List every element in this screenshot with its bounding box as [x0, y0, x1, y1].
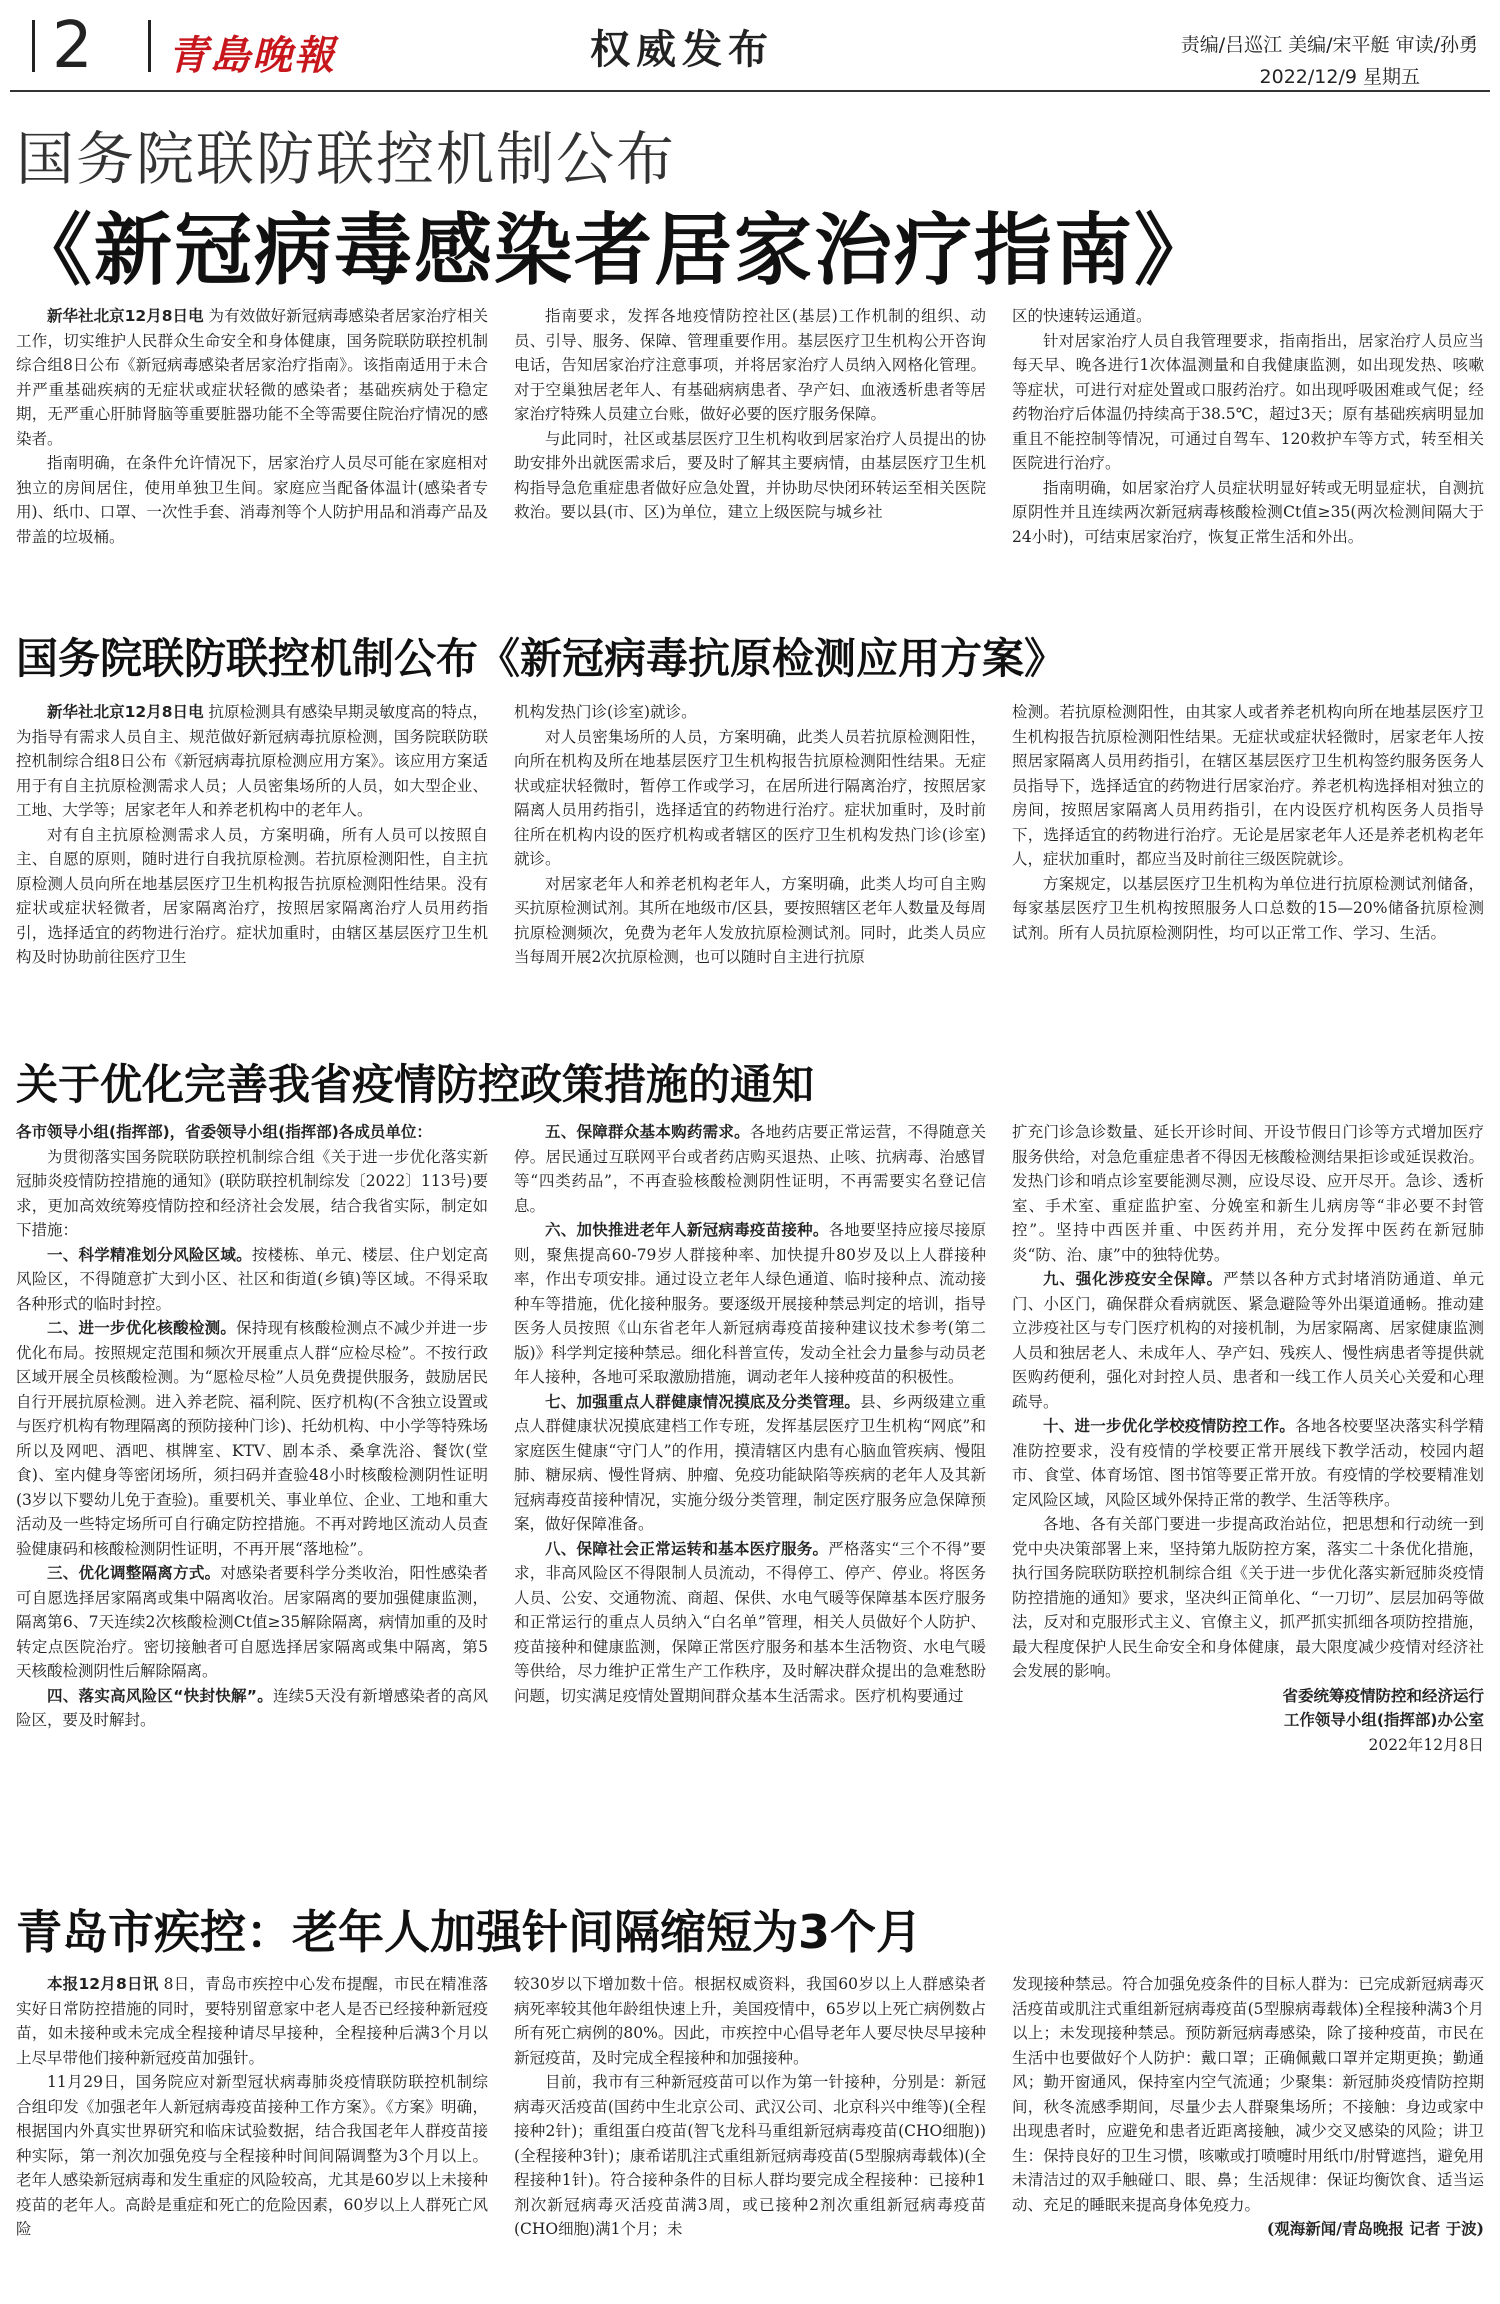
paragraph-text: 为贯彻落实国务院联防联控机制综合组《关于进一步优化落实新冠肺炎疫情防控措施的通知》(联防联控机制综发〔2022〕113号)要求，更加高效统筹疫情防控和经济社会发展，结合我省实际，制定如下措施：	[16, 1147, 488, 1239]
article4-title: 青岛市疾控：老年人加强针间隔缩短为3个月	[16, 1905, 923, 1959]
article4-column	[16, 1972, 488, 2298]
paragraph	[514, 1390, 986, 1537]
paragraph	[16, 1145, 488, 1243]
article2-title: 国务院联防联控机制公布《新冠病毒抗原检测应用方案》	[16, 634, 1067, 683]
paragraph	[1012, 476, 1484, 550]
article3-title: 关于优化完善我省疫情防控政策措施的通知	[16, 1060, 815, 1109]
subheading: 五、保障群众基本购药需求。	[545, 1123, 750, 1141]
paragraph	[1012, 1414, 1484, 1512]
masthead-divider	[148, 20, 151, 72]
article3-column	[1012, 1120, 1484, 1880]
issue-date: 2022/12/9 星期五	[1259, 66, 1420, 88]
article4-column	[1012, 1972, 1484, 2298]
article3-column	[16, 1120, 488, 1880]
paragraph-text: 县、乡两级建立重点人群健康状况摸底建档工作专班，发挥基层医疗卫生机构“网底”和家庭医生健康“守门人”的作用，摸清辖区内患有心脑血管疾病、慢阻肺、糖尿病、慢性肾病、肿瘤、免疫功能缺陷等疾病的老年人及其新冠病毒疫苗接种情况，实施分级分类管理，制定医疗服务应急保障预案，做好保障准备。	[514, 1392, 986, 1533]
paragraph	[16, 823, 488, 970]
paragraph-text: 8日，青岛市疾控中心发布提醒，市民在精准落实好日常防控措施的同时，要特别留意家中老人是否已经接种新冠疫苗，如未接种或未完成全程接种请尽早接种，全程接种后满3个月以上尽早带他们接种新冠疫苗加强针。	[16, 1975, 488, 2067]
paragraph	[16, 1316, 488, 1561]
article2-column	[514, 700, 986, 1030]
subheading: 二、进一步优化核酸检测。	[47, 1319, 237, 1337]
paragraph	[514, 1120, 986, 1218]
paragraph-text: 针对居家治疗人员自我管理要求，指南指出，居家治疗人员应当每天早、晚各进行1次体温测量和自我健康监测，如出现发热、咳嗽等症状，可进行对症处置或口服药治疗。如出现呼吸困难或气促；经药物治疗后体温仍持续高于38.5℃，超过3天；原有基础疾病明显加重且不能控制等情况，可通过自驾车、120救护车等方式，转至相关医院进行治疗。	[1012, 331, 1484, 472]
paragraph-text: 各地要坚持应接尽接原则，聚焦提高60-79岁人群接种率、加快提升80岁及以上人群接种率，作出专项安排。通过设立老年人绿色通道、临时接种点、流动接种车等措施，优化接种服务。要逐级开展接种禁忌判定的培训，指导医务人员按照《山东省老年人新冠病毒疫苗接种建议技术参考(第二版)》科学判定接种禁忌。细化科普宣传，发动全社会力量参与动员老年人接种，各地可采取激励措施，调动老年人接种疫苗的积极性。	[514, 1221, 986, 1386]
paragraph	[1012, 1267, 1484, 1414]
paragraph	[16, 1972, 488, 2070]
article1-kicker: 国务院联防联控机制公布	[16, 125, 677, 193]
paragraph	[16, 1120, 488, 1145]
paragraph	[16, 1684, 488, 1733]
paragraph-text: 指南要求，发挥各地疫情防控社区(基层)工作机制的组织、动员、引导、服务、保障、管理重要作用。基层医疗卫生机构公开咨询电话，告知居家治疗注意事项，并将居家治疗人员纳入网格化管理。对于空巢独居老年人、有基础病病患者、孕产妇、血液透析患者等居家治疗特殊人员建立台账，做好必要的医疗服务保障。	[514, 307, 986, 423]
article1-column	[514, 304, 986, 610]
article1-title: 《新冠病毒感染者居家治疗指南》	[14, 206, 1215, 296]
paragraph-text: 指南明确，在条件允许情况下，居家治疗人员尽可能在家庭相对独立的房间居住，使用单独卫生间。家庭应当配备体温计(感染者专用)、纸巾、口罩、一次性手套、消毒剂等个人防护用品和消毒产品及带盖的垃圾桶。	[16, 454, 488, 546]
paragraph	[1012, 1120, 1484, 1267]
signature-date: 2022年12月8日	[1368, 1735, 1484, 1754]
paragraph-text: 方案规定，以基层医疗卫生机构为单位进行抗原检测试剂储备，每家基层医疗卫生机构按照服务人口总数的15—20%储备抗原检测试剂。所有人员抗原检测阴性，均可以正常工作、学习、生活。	[1012, 874, 1484, 942]
paragraph	[1012, 304, 1484, 329]
paragraph-text: 按楼栋、单元、楼层、住户划定高风险区，不得随意扩大到小区、社区和街道(乡镇)等区域。不得采取各种形式的临时封控。	[16, 1245, 488, 1313]
paragraph-text: 为有效做好新冠病毒感染者居家治疗相关工作，切实维护人民群众生命安全和身体健康，国务院联防联控机制综合组8日公布《新冠病毒感染者居家治疗指南》。该指南适用于未合并严重基础疾病的无症状或症状轻微的感染者；基础疾病处于稳定期，无严重心肝肺肾脑等重要脏器功能不全等需要住院治疗情况的感染者。	[16, 307, 488, 448]
paragraph	[16, 451, 488, 549]
paragraph	[1012, 1512, 1484, 1684]
article3-body	[16, 1120, 1484, 1880]
paragraph-text: 检测。若抗原检测阳性，由其家人或者养老机构向所在地基层医疗卫生机构报告抗原检测阳性结果。无症状或症状轻微时，居家老年人按照居家隔离人员用药指引，在辖区基层医疗卫生机构签约服务医务人员指导下，选择适宜的药物进行居家治疗。养老机构选择相对独立的房间，按照居家隔离人员用药指引，在内设医疗机构医务人员指导下，选择适宜的药物进行治疗。无论是居家老年人还是养老机构老年人，症状加重时，都应当及时前往三级医院就诊。	[1012, 703, 1484, 868]
dateline: 新华社北京12月8日电	[47, 307, 204, 325]
paragraph	[514, 1218, 986, 1390]
paragraph	[16, 2070, 488, 2242]
subheading: 八、保障社会正常运转和基本医疗服务。	[545, 1539, 829, 1558]
paragraph-text: 保持现有核酸检测点不减少并进一步优化布局。按照规定范围和频次开展重点人群“应检尽检”。不按行政区域开展全员核酸检测。为“愿检尽检”人员免费提供服务，鼓励居民自行开展抗原检测。进入养老院、福利院、医疗机构(不含独立设置或与医疗机构有物理隔离的预防接种门诊)、托幼机构、中小学等特殊场所以及网吧、酒吧、棋牌室、KTV、剧本杀、桑拿洗浴、餐饮(堂食)、室内健身等密闭场所，须扫码并查验48小时核酸检测阴性证明(3岁以下婴幼儿免于查验)。重要机关、事业单位、企业、工地和重大活动及一些特定场所可自行确定防控措施。不再对跨地区流动人员查验健康码和核酸检测阴性证明，不再开展“落地检”。	[16, 1319, 488, 1558]
paragraph	[514, 725, 986, 872]
signature: 省委统筹疫情防控和经济运行 工作领导小组(指挥部)办公室	[1282, 1686, 1484, 1729]
paragraph-text: 区的快速转运通道。	[1012, 307, 1152, 325]
masthead-divider	[32, 20, 35, 72]
paragraph-text: 对感染者要科学分类收治，阳性感染者可自愿选择居家隔离或集中隔离收治。居家隔离的要加强健康监测，隔离第6、7天连续2次核酸检测Ct值≥35解除隔离，病情加重的及时转定点医院治疗。密切接触者可自愿选择居家隔离或集中隔离，第5天核酸检测阴性后解除隔离。	[16, 1564, 488, 1680]
dateline: 新华社北京12月8日电	[47, 703, 204, 721]
paragraph-text: 对有自主抗原检测需求人员，方案明确，所有人员可以按照自主、自愿的原则，随时进行自我抗原检测。若抗原检测阳性，自主抗原检测人员向所在地基层医疗卫生机构报告抗原检测阳性结果。没有症状或症状轻微者，居家隔离治疗，按照居家隔离治疗人员用药指引，选择适宜的药物进行治疗。症状加重时，由辖区基层医疗卫生机构及时协助前往医疗卫生	[16, 825, 488, 966]
article2-column	[16, 700, 488, 1030]
paragraph	[16, 700, 488, 823]
paragraph-text: 严格落实“三个不得”要求，非高风险区不得限制人员流动，不得停工、停产、停业。将医务人员、公安、交通物流、商超、保供、水电气暖等保障基本医疗服务和正常运行的重点人员纳入“白名单”管理，相关人员做好个人防护、疫苗接种和健康监测，保障正常医疗服务和基本生活物资、水电气暖等供给，尽力维护正常生产工作秩序，及时解决群众提出的急难愁盼问题，切实满足疫情处置期间群众基本生活需求。医疗机构要通过	[514, 1539, 986, 1705]
paragraph-text: 各地、各有关部门要进一步提高政治站位，把思想和行动统一到党中央决策部署上来，坚持第九版防控方案，落实二十条优化措施，执行国务院联防联控机制综合组《关于进一步优化落实新冠肺炎疫情防控措施的通知》要求，坚决纠正简单化、“一刀切”、层层加码等做法，反对和克服形式主义、官僚主义，抓严抓实抓细各项防控措施，最大程度保护人民生命安全和身体健康，最大限度减少疫情对经济社会发展的影响。	[1012, 1515, 1484, 1680]
byline: (观海新闻/青岛晚报 记者 于波)	[1266, 2219, 1484, 2238]
article4-body	[16, 1972, 1484, 2298]
paragraph	[16, 1243, 488, 1317]
subheading: 三、优化调整隔离方式。	[47, 1564, 221, 1582]
paragraph-text: 抗原检测具有感染早期灵敏度高的特点，为指导有需求人员自主、规范做好新冠病毒抗原检测，国务院联防联控机制综合组8日公布《新冠病毒抗原检测应用方案》。该应用方案适用于有自主抗原检测需求人员；人员密集场所的人员，如大型企业、工地、大学等；居家老年人和养老机构中的老年人。	[16, 703, 488, 819]
paragraph-text: 各地各校要坚决落实科学精准防控要求，没有疫情的学校要正常开展线下教学活动，校园内超市、食堂、体育场馆、图书馆等要正常开放。有疫情的学校要精准划定风险区域，风险区域外保持正常的教学、生活等秩序。	[1012, 1417, 1484, 1509]
subheading: 七、加强重点人群健康情况摸底及分类管理。	[545, 1392, 861, 1411]
paragraph	[514, 2070, 986, 2242]
paragraph-text: 11月29日，国务院应对新型冠状病毒肺炎疫情联防联控机制综合组印发《加强老年人新冠病毒疫苗接种工作方案》。《方案》明确，根据国内外真实世界研究和临床试验数据，结合我国老年人群疫苗接种实际，第一剂次加强免疫与全程接种时间间隔调整为3个月以上。老年人感染新冠病毒和发生重症的风险较高，尤其是60岁以上未接种疫苗的老年人。高龄是重症和死亡的危险因素，60岁以上人群死亡风险	[16, 2073, 488, 2238]
article2-body	[16, 700, 1484, 1030]
paragraph	[514, 1972, 986, 2070]
paragraph-text: 指南明确，如居家治疗人员症状明显好转或无明显症状，自测抗原阴性并且连续两次新冠病毒核酸检测Ct值≥35(两次检测间隔大于24小时)，可结束居家治疗，恢复正常生活和外出。	[1012, 478, 1484, 546]
newspaper-logo: 青島晚報	[168, 32, 336, 79]
article2-column	[1012, 700, 1484, 1030]
subheading: 九、强化涉疫安全保障。	[1043, 1270, 1224, 1288]
article3-column	[514, 1120, 986, 1880]
paragraph	[16, 304, 488, 451]
subheading: 各市领导小组(指挥部)，省委领导小组(指挥部)各成员单位：	[16, 1123, 432, 1141]
paragraph-text: 扩充门诊急诊数量、延长开诊时间、开设节假日门诊等方式增加医疗服务供给，对急危重症患者不得因无核酸检测结果拒诊或延误救治。发热门诊和哨点诊室要能测尽测，应设尽设、应开尽开。急诊、透析室、手术室、重症监护室、分娩室和新生儿病房等“非必要不封管控”。坚持中西医并重、中医药并用，充分发挥中医药在新冠肺炎“防、治、康”中的独特优势。	[1012, 1123, 1484, 1264]
article1-column	[1012, 304, 1484, 610]
paragraph-text: 对人员密集场所的人员，方案明确，此类人员若抗原检测阳性，向所在机构及所在地基层医疗卫生机构报告抗原检测阳性结果。无症状或症状轻微时，暂停工作或学习，在居所进行隔离治疗，按照居家隔离人员用药指引，选择适宜的药物进行治疗。症状加重时，及时前往所在机构内设的医疗机构或者辖区的医疗卫生机构发热门诊(诊室)就诊。	[514, 727, 986, 868]
paragraph	[514, 427, 986, 525]
masthead	[0, 0, 1500, 86]
paragraph-text: 连续5天没有新增感染者的高风险区，要及时解封。	[16, 1686, 488, 1729]
paragraph-text: 发现接种禁忌。符合加强免疫条件的目标人群为：已完成新冠病毒灭活疫苗或肌注式重组新冠病毒疫苗(5型腺病毒载体)全程接种满3个月以上；未发现接种禁忌。预防新冠病毒感染，除了接种疫苗，市民在生活中也要做好个人防护：戴口罩；正确佩戴口罩并定期更换；勤通风；勤开窗通风，保持室内空气流通；少聚集：新冠肺炎疫情防控期间，秋冬流感季期间，尽量少去人群聚集场所；不接触：身边或家中出现患者时，应避免和患者近距离接触，减少交叉感染的风险；讲卫生：保持良好的卫生习惯，咳嗽或打喷嚏时用纸巾/肘臂遮挡，避免用未清洁过的双手触碰口、眼、鼻；生活规律：保证均衡饮食、适当运动、充足的睡眠来提高身体免疫力。	[1012, 1975, 1484, 2214]
paragraph	[1012, 1972, 1484, 2217]
subheading: 十、进一步优化学校疫情防控工作。	[1043, 1417, 1296, 1435]
page-number: 2	[52, 9, 93, 83]
paragraph	[514, 872, 986, 970]
paragraph	[1012, 700, 1484, 872]
article4-column	[514, 1972, 986, 2298]
paragraph	[514, 1537, 986, 1709]
paragraph	[1012, 329, 1484, 476]
paragraph	[514, 304, 986, 427]
header-rule	[10, 90, 1490, 92]
paragraph-text: 机构发热门诊(诊室)就诊。	[514, 703, 697, 721]
subheading: 四、落实高风险区“快封快解”。	[47, 1686, 274, 1705]
paragraph-text: 各地药店要正常运营，不得随意关停。居民通过互联网平台或者药店购买退热、止咳、抗病毒、治感冒等“四类药品”，不再查验核酸检测阴性证明，不再需要实名登记信息。	[514, 1123, 986, 1215]
subheading: 六、加快推进老年人新冠病毒疫苗接种。	[545, 1221, 829, 1239]
subheading: 一、科学精准划分风险区域。	[47, 1245, 252, 1264]
paragraph-text: 与此同时，社区或基层医疗卫生机构收到居家治疗人员提出的协助安排外出就医需求后，要及时了解其主要病情，由基层医疗卫生机构指导急危重症患者做好应急处置，并协助尽快闭环转运至相关医院救治。要以县(市、区)为单位，建立上级医院与城乡社	[514, 429, 986, 521]
paragraph	[16, 1561, 488, 1684]
paragraph-text: 严禁以各种方式封堵消防通道、单元门、小区门，确保群众看病就医、紧急避险等外出渠道通畅。推动建立涉疫社区与专门医疗机构的对接机制，为居家隔离、居家健康监测人员和独居老人、未成年人、孕产妇、残疾人、慢性病患者等提供就医购药便利，强化对封控人员、患者和一线工作人员关心关爱和心理疏导。	[1012, 1270, 1484, 1411]
editor-credits: 责编/吕巡江 美编/宋平艇 审读/孙勇	[1180, 34, 1478, 56]
section-title: 权威发布	[590, 27, 774, 73]
dateline: 本报12月8日讯	[47, 1975, 159, 1993]
article1-body	[16, 304, 1484, 610]
paragraph-text: 目前，我市有三种新冠疫苗可以作为第一针接种，分别是：新冠病毒灭活疫苗(国药中生北京公司、武汉公司、北京科兴中维等)(全程接种2针)；重组蛋白疫苗(智飞龙科马重组新冠病毒疫苗(CHO细胞))(全程接种3针)；康希诺肌注式重组新冠病毒疫苗(5型腺病毒载体)(全程接种1针)。符合接种条件的目标人群均要完成全程接种：已接种1剂次新冠病毒灭活疫苗满3周，或已接种2剂次重组新冠病毒疫苗(CHO细胞)满1个月；未	[514, 2073, 986, 2238]
paragraph-text: 较30岁以下增加数十倍。根据权威资料，我国60岁以上人群感染者病死率较其他年龄组快速上升，美国疫情中，65岁以上死亡病例数占所有死亡病例的80%。因此，市疾控中心倡导老年人要尽快尽早接种新冠疫苗，及时完成全程接种和加强接种。	[514, 1975, 986, 2067]
paragraph	[1012, 872, 1484, 946]
article1-column	[16, 304, 488, 610]
paragraph-text: 对居家老年人和养老机构老年人，方案明确，此类人均可自主购买抗原检测试剂。其所在地级市/区县，要按照辖区老年人数量及每周抗原检测频次，免费为老年人发放抗原检测试剂。同时，此类人员应当每周开展2次抗原检测，也可以随时自主进行抗原	[514, 874, 986, 966]
paragraph	[514, 700, 986, 725]
